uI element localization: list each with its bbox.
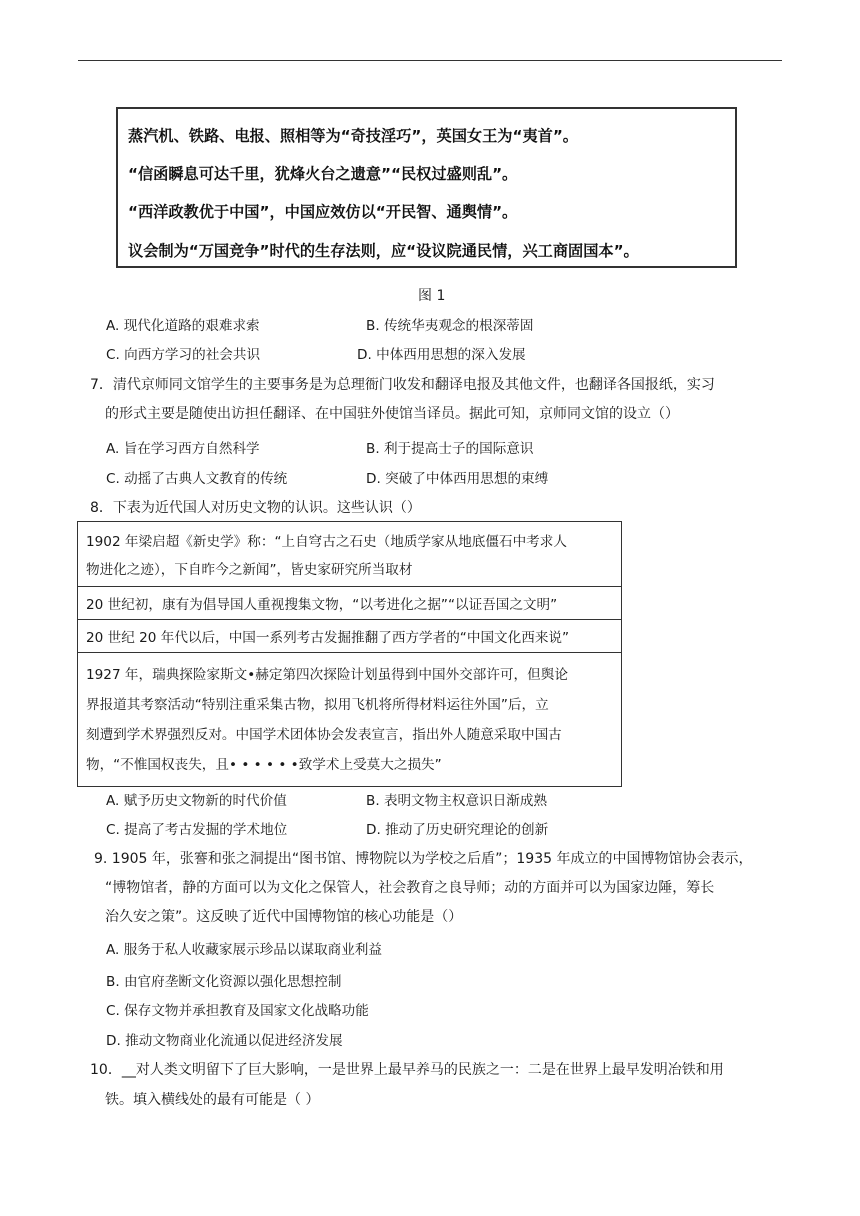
q7-option-b: B. 利于提高士子的国际意识 xyxy=(366,441,534,457)
table-row xyxy=(78,653,621,786)
table-row xyxy=(78,620,621,653)
q9-option-d: D. 推动文物商业化流通以促进经济发展 xyxy=(106,1033,343,1049)
q10-stem-line-2: 铁。填入横线处的最有可能是（ ） xyxy=(105,1092,320,1108)
q8-option-b: B. 表明文物主权意识日渐成熟 xyxy=(366,793,548,809)
q6-option-b: B. 传统华夷观念的根深蒂固 xyxy=(366,318,534,334)
q6-option-a: A. 现代化道路的艰难求索 xyxy=(106,318,260,334)
table-row-2-line-1: 20 世纪初，康有为倡导国人重视搜集文物，“以考进化之据”“以证吾国之文明” xyxy=(86,597,558,613)
q8-option-a: A. 赋予历史文物新的时代价值 xyxy=(106,793,287,809)
header-rule xyxy=(78,60,782,61)
table-row-1-line-1: 1902 年梁启超《新史学》称：“上自穹古之石史（地质学家从地底僵石中考求人 xyxy=(86,534,567,550)
quote-line-2: “信函瞬息可达千里，犹烽火台之遗意”“民权过盛则乱”。 xyxy=(128,165,518,183)
table-row-3-line-1: 20 世纪 20 年代以后，中国一系列考古发掘推翻了西方学者的“中国文化西来说” xyxy=(86,630,570,646)
q9-stem-line-2: “博物馆者，静的方面可以为文化之保管人，社会教育之良导师；动的方面并可以为国家边陲，筹长 xyxy=(105,880,715,896)
q8-option-c: C. 提高了考古发掘的学术地位 xyxy=(106,822,288,838)
table-row xyxy=(78,522,621,587)
figure-caption: 图 1 xyxy=(418,288,446,304)
q7-option-d: D. 突破了中体西用思想的束缚 xyxy=(366,471,549,487)
table-row-4-line-2: 界报道其考察活动“特别注重采集古物，拟用飞机将所得材料运往外国”后，立 xyxy=(86,697,549,713)
table-row-1-line-2: 物进化之迹），下自昨今之新闻”，皆史家研究所当取材 xyxy=(86,562,413,578)
q9-stem-line-3: 治久安之策”。这反映了近代中国博物馆的核心功能是（） xyxy=(105,909,463,925)
q9-option-c: C. 保存文物并承担教育及国家文化战略功能 xyxy=(106,1003,369,1019)
q8-option-d: D. 推动了历史研究理论的创新 xyxy=(366,822,549,838)
q7-option-c: C. 动摇了古典人文教育的传统 xyxy=(106,471,288,487)
quote-line-1: 蒸汽机、铁路、电报、照相等为“奇技淫巧”，英国女王为“夷首”。 xyxy=(128,127,578,145)
table-row-4-line-1: 1927 年，瑞典探险家斯文•赫定第四次探险计划虽得到中国外交部许可，但舆论 xyxy=(86,667,568,683)
q7-option-a: A. 旨在学习西方自然科学 xyxy=(106,441,260,457)
q6-option-d: D. 中体西用思想的深入发展 xyxy=(357,347,526,363)
q7-stem-line-1: 7．清代京师同文馆学生的主要事务是为总理衙门收发和翻译电报及其他文件，也翻译各国报纸，实习 xyxy=(90,377,715,393)
q10-stem-line-1: 10．__对人类文明留下了巨大影响，一是世界上最早养马的民族之一：二是在世界上最早发明冶铁和用 xyxy=(90,1062,724,1078)
table-row-4-line-3: 刻遭到学术界强烈反对。中国学术团体协会发表宣言，指出外人随意采取中国古 xyxy=(86,727,562,743)
table-row-4-line-4: 物，“不惟国权丧失，且• • • • • •致学术上受莫大之损失” xyxy=(86,757,442,773)
quote-line-4: 议会制为“万国竞争”时代的生存法则，应“设议院通民情，兴工商固国本”。 xyxy=(128,242,639,260)
figure-1-quote-box xyxy=(116,107,737,268)
quote-line-3: “西洋政教优于中国”，中国应效仿以“开民智、通舆情”。 xyxy=(128,203,518,221)
q9-option-b: B. 由官府垄断文化资源以强化思想控制 xyxy=(106,974,342,990)
q7-stem-line-2: 的形式主要是随使出访担任翻译、在中国驻外使馆当译员。据此可知，京师同文馆的设立（） xyxy=(105,406,679,422)
q8-table xyxy=(77,521,622,787)
q8-stem: 8．下表为近代国人对历史文物的认识。这些认识（） xyxy=(90,500,421,516)
table-row xyxy=(78,587,621,620)
q9-stem-line-1: 9. 1905 年，张謇和张之洞提出“图书馆、博物院以为学校之后盾”；1935 年成立的中国博物馆协会表示， xyxy=(94,851,753,867)
q6-option-c: C. 向西方学习的社会共识 xyxy=(106,347,261,363)
q9-option-a: A. 服务于私人收藏家展示珍品以谋取商业利益 xyxy=(106,942,382,958)
